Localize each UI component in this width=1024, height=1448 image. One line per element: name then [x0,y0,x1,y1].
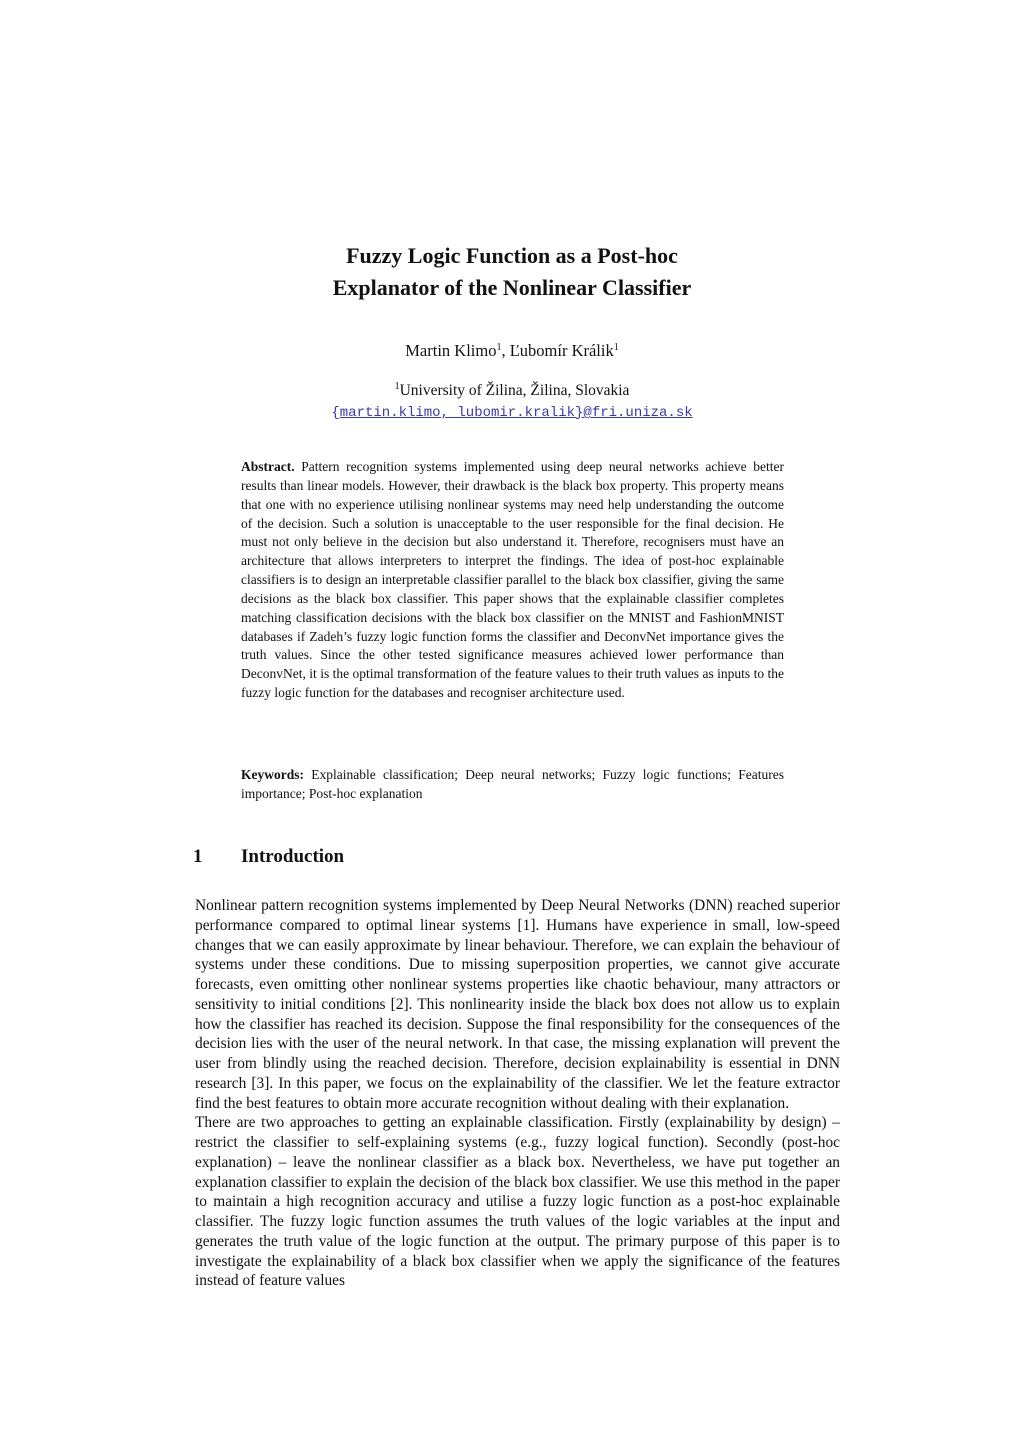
author-name: Ľubomír Králik [509,341,614,360]
section-title: Introduction [241,846,345,867]
author-list [0,340,1024,362]
abstract [241,458,784,703]
body-paragraph: Nonlinear pattern recognition systems implemented by Deep Neural Networks (DNN) reached superior performance compared to optimal linear systems [1]. Humans have experience in small, low-speed changes that we can easily approximate by linear behaviour. Therefore, we can explain the behaviour of systems under these conditions. Due to missing superposition properties, we cannot give accurate forecasts, even omitting other nonlinear systems properties like chaotic behaviour, many attractors or sensitivity to initial conditions [2]. This nonlinearity inside the black box does not allow us to explain how the classifier has reached its decision. Suppose the final responsibility for the consequences of the decision lies with the user of the neural network. In that case, the missing explanation will prevent the user from blindly using the reached decision. Therefore, decision explainability is essential in DNN research [3]. In this paper, we focus on the explainability of the classifier. We let the feature extractor find the best features to obtain more accurate recognition without dealing with their explanation. [195,897,840,1112]
author-separator: , [501,341,510,360]
abstract-text: Pattern recognition systems implemented using deep neural networks achieve better results than linear models. However, their drawback is the black box property. This property means that one with no experience utilising nonlinear systems may need help understanding the outcome of the decision. Such a solution is unacceptable to the user responsible for the final decision. He must not only believe in the decision but also understand it. Therefore, recognisers must have an architecture that allows interpreters to interpret the findings. The idea of post-hoc explainable classifiers is to design an interpretable classifier parallel to the black box classifier, giving the same decisions as the black box classifier. This paper shows that the explainable classifier completes matching classification decisions with the black box classifier on the MNIST and FashionMNIST databases if Zadeh’s fuzzy logic function forms the classifier and DeconvNet importance gives the truth values. Since the other tested significance measures achieved lower performance than DeconvNet, it is the optimal transformation of the feature values to their truth values as inputs to the fuzzy logic function for the databases and recogniser architecture used. [241,459,784,701]
title-line-2: Explanator of the Nonlinear Classifier [332,275,692,300]
paper-title [0,240,1024,304]
email-prefix: { [331,405,340,421]
section-body [195,896,840,1291]
affiliation-marker: 1 [613,342,619,353]
keywords-text: Explainable classification; Deep neural networks; Fuzzy logic functions; Features importance; Post-hoc explanation [241,767,784,801]
keywords [241,765,784,803]
affiliation-marker: 1 [496,342,502,353]
author-name: Martin Klimo [405,341,497,360]
section-heading [193,845,344,869]
abstract-label: Abstract. [241,459,295,474]
email-link[interactable]: martin.klimo, lubomir.kralik [339,405,576,421]
affiliation-marker: 1 [394,381,400,392]
body-paragraph: There are two approaches to getting an explainable classification. Firstly (explainability by design) – restrict the classifier to self-explaining systems (e.g., fuzzy logical function). Secondly (post-hoc explanation) – leave the nonlinear classifier as a black box. Nevertheless, we have put together an explanation classifier to explain the decision of the black box classifier. We use this method in the paper to maintain a high recognition accuracy and utilise a fuzzy logic function as a post-hoc explainable classifier. The fuzzy logic function assumes the truth values of the logic variables at the input and generates the truth value of the logic function at the output. The primary purpose of this paper is to investigate the explainability of a black box classifier when we apply the significance of the features instead of feature values [195,1114,840,1290]
affiliation-text: University of Žilina, Žilina, Slovakia [399,382,630,399]
section-number: 1 [193,846,203,867]
keywords-label: Keywords: [241,767,304,782]
title-line-1: Fuzzy Logic Function as a Post-hoc [346,243,678,268]
affiliation [0,381,1024,401]
email-domain[interactable]: }@fri.uniza.sk [575,405,693,421]
author-emails[interactable] [0,403,1024,423]
